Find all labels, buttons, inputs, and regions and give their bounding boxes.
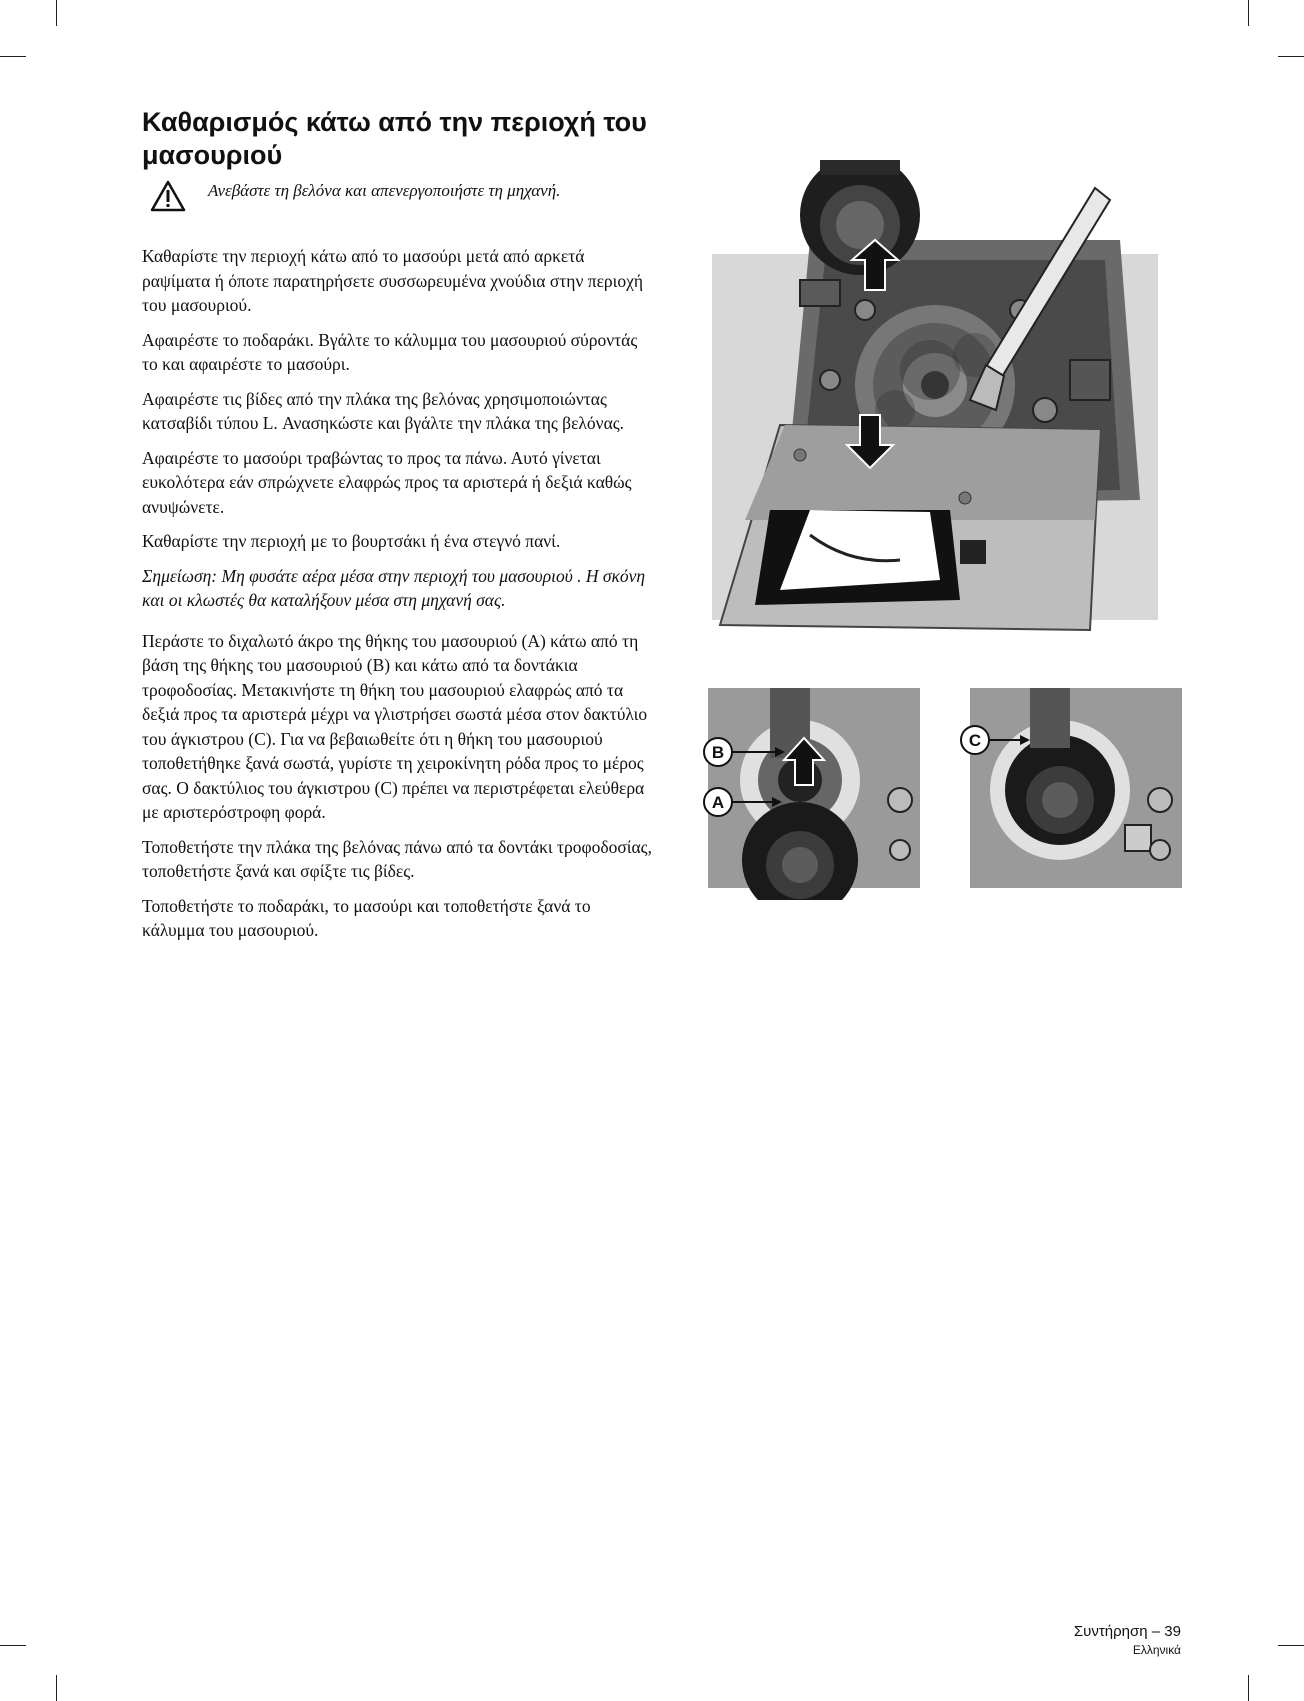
note: Σημείωση: Μη φυσάτε αέρα μέσα στην περιοχή του μασουριού . Η σκόνη και οι κλωστές θα καταλήξουν μέσα στη μηχανή σας. xyxy=(142,565,646,610)
bobbin-figure xyxy=(700,160,1190,900)
callout-b xyxy=(704,738,732,766)
crop-mark xyxy=(1248,1675,1249,1701)
paragraph: Τοποθετήστε το ποδαράκι, το μασούρι και τοποθετήστε ξανά το κάλυμμα του μασουριού. xyxy=(142,895,591,940)
paragraph: Αφαιρέστε το ποδαράκι. Βγάλτε το κάλυμμα του μασουριού σύροντάς το και αφαιρέστε το μασούρι. xyxy=(142,329,638,374)
paragraph: Καθαρίστε την περιοχή με το βουρτσάκι ή ένα στεγνό πανί. xyxy=(142,531,561,551)
bottom-right-illustration xyxy=(970,688,1182,888)
crop-mark xyxy=(0,1645,26,1646)
warning-text: Ανεβάστε τη βελόνα και απενεργοποιήστε τη μηχανή. xyxy=(208,181,561,200)
paragraph: Τοποθετήστε την πλάκα της βελόνας πάνω από τα δοντάκι τροφοδοσίας, τοποθετήστε ξανά και σφίξτε τις βίδες. xyxy=(142,836,652,881)
page-title: Καθαρισμός κάτω από την περιοχή του μασουριού xyxy=(142,107,647,170)
crop-mark xyxy=(56,1675,57,1701)
callout-c-label: C xyxy=(968,731,982,750)
paragraph: Αφαιρέστε τις βίδες από την πλάκα της βελόνας χρησιμοποιώντας κατσαβίδι τύπου L. Ανασηκώστε και βγάλτε την πλάκα της βελόνας. xyxy=(142,388,625,433)
warning-block xyxy=(150,180,690,220)
crop-mark xyxy=(56,0,57,26)
callout-b-label: B xyxy=(711,743,725,762)
bobbin-illustration xyxy=(700,160,1190,900)
machine-bed-illustration xyxy=(712,160,1158,630)
callout-a xyxy=(704,788,732,816)
instructions xyxy=(142,244,652,953)
crop-mark xyxy=(1278,1645,1304,1646)
callout-a-label: A xyxy=(711,793,725,812)
paragraph: Καθαρίστε την περιοχή κάτω από το μασούρι μετά από αρκετά ραψίματα ή όποτε παρατηρήσετε συσσωρευμένα χνούδια στην περιοχή του μασουριού. xyxy=(142,246,644,315)
callout-c xyxy=(961,726,989,754)
crop-mark xyxy=(1248,0,1249,26)
bottom-left-illustration xyxy=(708,688,920,900)
footer-section: Συντήρηση – 39 xyxy=(1073,1623,1181,1640)
crop-mark xyxy=(1278,56,1304,57)
footer-language: Ελληνικά xyxy=(1132,1643,1181,1657)
paragraph: Περάστε το διχαλωτό άκρο της θήκης του μασουριού (A) κάτω από τη βάση της θήκης του μασουριού (B) και κάτω από τα δοντάκια τροφοδοσίας. Μετακινήστε τη θήκη του μασουριού ελαφρώς από τα δεξιά προς τα αριστερά μέχρι να γλιστρήσει σωστά μέσα στον δακτύλιο του άγκιστρου (C). Για να βεβαιωθείτε ότι η θήκη του μασουριού τοποθετήθηκε ξανά σωστά, γυρίστε τη χειροκίνητη ρόδα προς το μέρος σας. Ο δακτύλιος του άγκιστρου (C) πρέπει να περιστρέφεται ελεύθερα με αριστερόστροφη φορά. xyxy=(142,630,648,822)
paragraph: Αφαιρέστε το μασούρι τραβώντας το προς τα πάνω. Αυτό γίνεται ευκολότερα εάν σπρώχνετε ελαφρώς προς τα αριστερά ή δεξιά καθώς ανυψώνετε. xyxy=(142,447,632,517)
crop-mark xyxy=(0,56,26,57)
warning-icon xyxy=(150,180,186,212)
